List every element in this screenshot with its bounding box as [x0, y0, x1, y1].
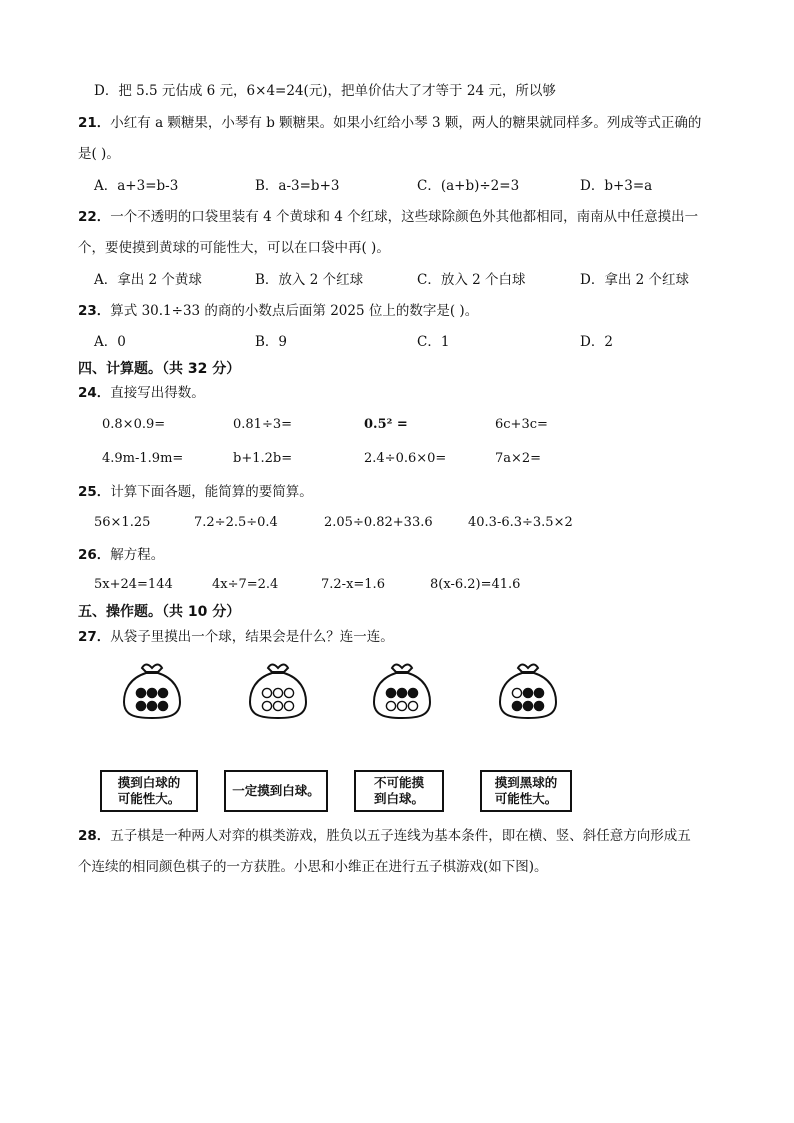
answer-box-4[interactable]: 摸到黑球的 可能性大。: [480, 770, 572, 812]
option-c[interactable]: C．(a+b)÷2=3: [417, 178, 520, 194]
black-ball-icon: [512, 701, 521, 710]
question-text: 一个不透明的口袋里装有 4 个黄球和 4 个红球，这些球除颜色外其他都相同，南南从中任意摸出一: [110, 209, 699, 225]
white-ball-icon: [273, 701, 282, 710]
question-text: 五子棋是一种两人对弈的棋类游戏，胜负以五子连线为基本条件，即在横、竖、斜任意方向形成五: [110, 828, 691, 844]
question-22-line1: [78, 208, 698, 226]
option-b[interactable]: B．a-3=b+3: [255, 178, 340, 194]
equation-item: 8(x-6.2)=41.6: [430, 577, 521, 592]
question-text: 直接写出得数。: [110, 385, 205, 401]
option-d[interactable]: D．2: [580, 334, 613, 350]
white-ball-icon: [273, 688, 282, 697]
ball-bag-icon: [496, 660, 560, 720]
section-4-heading: 四、计算题。（共 32 分）: [78, 361, 241, 377]
question-21-line1: [78, 114, 701, 132]
question-number: 23．: [78, 303, 111, 319]
question-number: 24．: [78, 385, 111, 401]
ball-bag-icon: [246, 660, 310, 720]
option-a[interactable]: A．拿出 2 个黄球: [94, 272, 202, 288]
answer-box-1[interactable]: 摸到白球的 可能性大。: [100, 770, 198, 812]
question-number: 27．: [78, 629, 111, 645]
question-26-line: [78, 546, 164, 564]
calc-item: b+1.2b=: [233, 451, 293, 466]
simplify-item: 56×1.25: [94, 515, 151, 530]
option-b[interactable]: B．9: [255, 334, 288, 350]
white-ball-icon: [284, 701, 293, 710]
ball-bag-icon: [120, 660, 184, 720]
question-number: 28．: [78, 828, 111, 844]
calc-item: 7a×2=: [495, 451, 542, 466]
white-ball-icon: [512, 688, 521, 697]
simplify-item: 40.3-6.3÷3.5×2: [468, 515, 573, 530]
black-ball-icon: [408, 688, 417, 697]
option-c[interactable]: C．1: [417, 334, 450, 350]
question-number: 21．: [78, 115, 111, 131]
equation-item: 5x+24=144: [94, 577, 173, 592]
black-ball-icon: [386, 688, 395, 697]
black-ball-icon: [158, 688, 167, 697]
black-ball-icon: [147, 688, 156, 697]
black-ball-icon: [136, 688, 145, 697]
calc-item: 4.9m-1.9m=: [102, 451, 184, 466]
calc-item: 6c+3c=: [495, 417, 548, 432]
white-ball-icon: [397, 701, 406, 710]
question-24-line: [78, 384, 205, 402]
black-ball-icon: [523, 701, 532, 710]
black-ball-icon: [136, 701, 145, 710]
question-text: 小红有 a 颗糖果，小琴有 b 颗糖果。如果小红给小琴 3 颗，两人的糖果就同样多。列成等式正确的: [110, 115, 702, 131]
question-text: 解方程。: [110, 547, 165, 563]
white-ball-icon: [408, 701, 417, 710]
simplify-item: 2.05÷0.82+33.6: [324, 515, 433, 530]
black-ball-icon: [158, 701, 167, 710]
white-ball-icon: [386, 701, 395, 710]
option-a[interactable]: A．a+3=b-3: [94, 178, 179, 194]
question-25-line: [78, 483, 313, 501]
calc-item: 0.81÷3=: [233, 417, 293, 432]
white-ball-icon: [262, 701, 271, 710]
black-ball-icon: [147, 701, 156, 710]
equation-item: 7.2-x=1.6: [321, 577, 385, 592]
question-text: 计算下面各题，能简算的要简算。: [110, 484, 313, 500]
question-28-line2: 个连续的相同颜色棋子的一方获胜。小思和小维正在进行五子棋游戏(如下图)。: [78, 859, 548, 875]
option-d[interactable]: D．b+3=a: [580, 178, 653, 194]
section-5-heading: 五、操作题。（共 10 分）: [78, 604, 241, 620]
question-21-line2: 是( )。: [78, 146, 120, 162]
question-text: 从袋子里摸出一个球，结果会是什么？连一连。: [110, 629, 394, 645]
question-23-line1: [78, 302, 478, 320]
option-a[interactable]: A．0: [94, 334, 126, 350]
ball-bag-icon: [370, 660, 434, 720]
question-number: 25．: [78, 484, 111, 500]
calc-item: 2.4÷0.6×0=: [364, 451, 447, 466]
option-d[interactable]: D．拿出 2 个红球: [580, 272, 689, 288]
option-c[interactable]: C．放入 2 个白球: [417, 272, 526, 288]
question-27-line: [78, 628, 394, 646]
white-ball-icon: [262, 688, 271, 697]
white-ball-icon: [284, 688, 293, 697]
answer-box-2[interactable]: 一定摸到白球。: [224, 770, 328, 812]
calc-item: 0.8×0.9=: [102, 417, 166, 432]
question-number: 22．: [78, 209, 111, 225]
black-ball-icon: [397, 688, 406, 697]
question-text: 算式 30.1÷33 的商的小数点后面第 2025 位上的数字是( )。: [110, 303, 479, 319]
question-28-line1: [78, 827, 691, 845]
black-ball-icon: [534, 701, 543, 710]
question-22-line2: 个，要使摸到黄球的可能性大，可以在口袋中再( )。: [78, 240, 390, 256]
question-number: 26．: [78, 547, 111, 563]
answer-box-3[interactable]: 不可能摸 到白球。: [354, 770, 444, 812]
equation-item: 4x÷7=2.4: [212, 577, 279, 592]
option-b[interactable]: B．放入 2 个红球: [255, 272, 364, 288]
black-ball-icon: [523, 688, 532, 697]
simplify-item: 7.2÷2.5÷0.4: [194, 515, 278, 530]
calc-item: 0.5² =: [364, 417, 408, 432]
black-ball-icon: [534, 688, 543, 697]
option-d-text: D．把 5.5 元估成 6 元，6×4=24(元)，把单价估大了才等于 24 元，所以够: [94, 83, 556, 99]
